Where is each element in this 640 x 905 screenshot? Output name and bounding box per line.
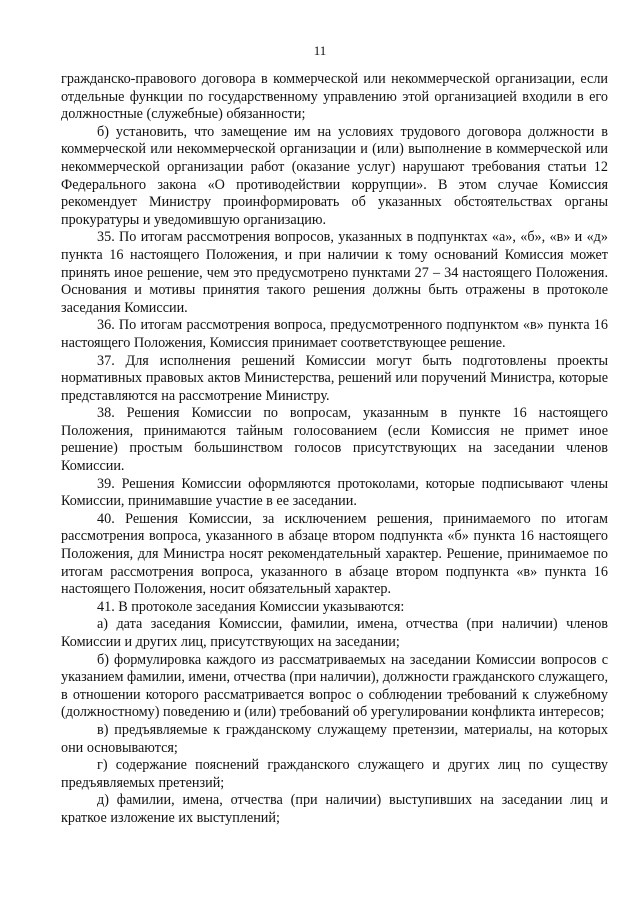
paragraph: 35. По итогам рассмотрения вопросов, указанных в подпунктах «а», «б», «в» и «д» пункта 16 настоящего Положения, и при наличии к тому оснований Комиссия может принять иное решение, чем это предусмотрено пунктами 27 – 34 настоящего Положения. Основания и мотивы принятия такого решения должны быть отражены в протоколе заседания Комиссии. [61,229,608,316]
paragraph: а) дата заседания Комиссии, фамилии, имена, отчества (при наличии) членов Комиссии и других лиц, присутствующих на заседании; [61,616,608,650]
paragraph: б) формулировка каждого из рассматриваемых на заседании Комиссии вопросов с указанием фамилии, имени, отчества (при наличии), должности гражданского служащего, в отношении которого рассматривается вопрос о соблюдении требований к служебному (должностному) поведению и (или) требований об урегулировании конфликта интересов; [61,651,608,721]
page-number: 11 [313,43,327,58]
paragraph: 36. По итогам рассмотрения вопроса, предусмотренного подпунктом «в» пункта 16 настоящего Положения, Комиссия принимает соответствующее решение. [61,317,608,351]
paragraph: 41. В протоколе заседания Комиссии указываются: [97,598,405,615]
paragraph: б) установить, что замещение им на условиях трудового договора должности в коммерческой или некоммерческой организации и (или) выполнение в коммерческой или некоммерческой организации работ (оказание услуг) нарушают требования статьи 12 Федерального закона «О противодействии коррупции». В этом случае Комиссия рекомендует Министру проинформировать об указанных обстоятельствах органы прокуратуры и уведомившую организацию. [61,123,608,228]
paragraph: гражданско-правового договора в коммерческой или некоммерческой организации, если отдельные функции по государственному управлению этой организацией входили в его должностные (служебные) обязанности; [61,71,608,123]
paragraph: 38. Решения Комиссии по вопросам, указанным в пункте 16 настоящего Положения, принимаются тайным голосованием (если Комиссия не примет иное решение) простым большинством голосов присутствующих на заседании членов Комиссии. [61,405,608,475]
paragraph: в) предъявляемые к гражданскому служащему претензии, материалы, на которых они основываются; [61,721,608,756]
paragraph: д) фамилии, имена, отчества (при наличии) выступивших на заседании лиц и краткое изложение их выступлений; [61,792,608,826]
body-text [61,71,608,828]
paragraph: 40. Решения Комиссии, за исключением решения, принимаемого по итогам рассмотрения вопроса, указанного в абзаце втором подпункта «б» пункта 16 настоящего Положения, для Министра носят рекомендательный характер. Решение, принимаемое по итогам рассмотрения вопроса, указанного в абзаце втором подпункта «в» пункта 16 настоящего Положения, носит обязательный характер. [61,510,608,598]
paragraph: 39. Решения Комиссии оформляются протоколами, которые подписывают члены Комиссии, принимавшие участие в ее заседании. [61,475,608,510]
paragraph: г) содержание пояснений гражданского служащего и других лиц по существу предъявляемых претензий; [61,757,608,791]
paragraph: 37. Для исполнения решений Комиссии могут быть подготовлены проекты нормативных правовых актов Министерства, решений или поручений Министра, которые представляются на рассмотрение Министру. [61,352,608,404]
